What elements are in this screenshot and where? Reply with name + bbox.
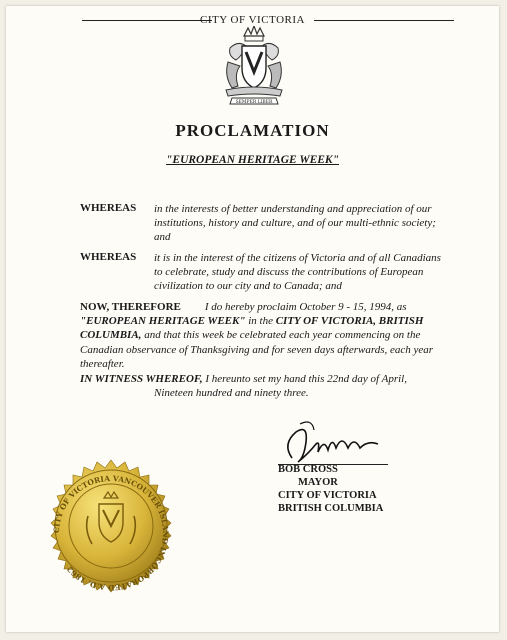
whereas-1-line-1: in the interests of better understanding and appreciation of our (154, 203, 432, 215)
coat-of-arms-icon (218, 26, 290, 108)
now-therefore-province: COLUMBIA, (80, 329, 142, 342)
whereas-label-1: WHEREAS (80, 202, 137, 214)
now-therefore-paragraph (80, 300, 480, 371)
witness-paragraph (80, 372, 480, 400)
whereas-1-line-2: institutions, history and culture, and of our multi-ethnic society; (154, 217, 436, 230)
whereas-2-line-1: it is in the interest of the citizens of Victoria and of all Canadians (154, 252, 441, 264)
whereas-label-2: WHEREAS (80, 251, 137, 263)
signer-role: MAYOR (298, 477, 338, 488)
document-subtitle: "EUROPEAN HERITAGE WEEK" (166, 154, 339, 166)
now-therefore-line-1: I do hereby proclaim October 9 - 15, 1994, as (204, 301, 407, 313)
signer-province: BRITISH COLUMBIA (278, 503, 384, 514)
now-therefore-line-4: Canadian observance of Thanksgiving and for seven days afterwards, each year (80, 343, 434, 356)
now-therefore-lead: NOW, THEREFORE (80, 301, 181, 313)
document-title: PROCLAMATION (175, 121, 330, 140)
now-therefore-city: CITY OF VICTORIA, BRITISH (275, 315, 424, 328)
now-therefore-line-5: thereafter. (80, 357, 125, 370)
signer-name: BOB CROSS (278, 464, 338, 475)
witness-line-1: I hereunto set my hand this 22nd day of April, (202, 373, 407, 385)
proclamation-document (6, 6, 499, 632)
whereas-2-line-3: civilization to our city and to Canada; and (154, 280, 342, 293)
city-header: CITY OF VICTORIA (200, 14, 305, 26)
svg-text:CITY OF VICTORIA VANCOUVER ISL: CITY OF VICTORIA VANCOUVER ISLAND INCORPORATED A.D. 1862 (51, 473, 171, 593)
gold-seal-icon (36, 458, 186, 608)
now-therefore-line-2-mid: in the (245, 315, 276, 328)
whereas-2-line-2: to celebrate, study and discuss the contributions of European (154, 266, 424, 279)
mayor-signature (278, 414, 388, 469)
whereas-1-line-3: and (154, 231, 171, 244)
now-therefore-event-name: "EUROPEAN HERITAGE WEEK" (80, 315, 246, 328)
signer-city: CITY OF VICTORIA (278, 490, 377, 501)
whereas-text-2 (154, 251, 441, 294)
svg-text:SEMPER LIBER: SEMPER LIBER (235, 100, 273, 105)
witness-line-2: Nineteen hundred and ninety three. (154, 387, 309, 400)
whereas-text-1 (154, 202, 436, 245)
now-therefore-line-3: and that this week be celebrated each year commencing on the (141, 329, 421, 342)
witness-lead: IN WITNESS WHEREOF, (80, 373, 203, 385)
